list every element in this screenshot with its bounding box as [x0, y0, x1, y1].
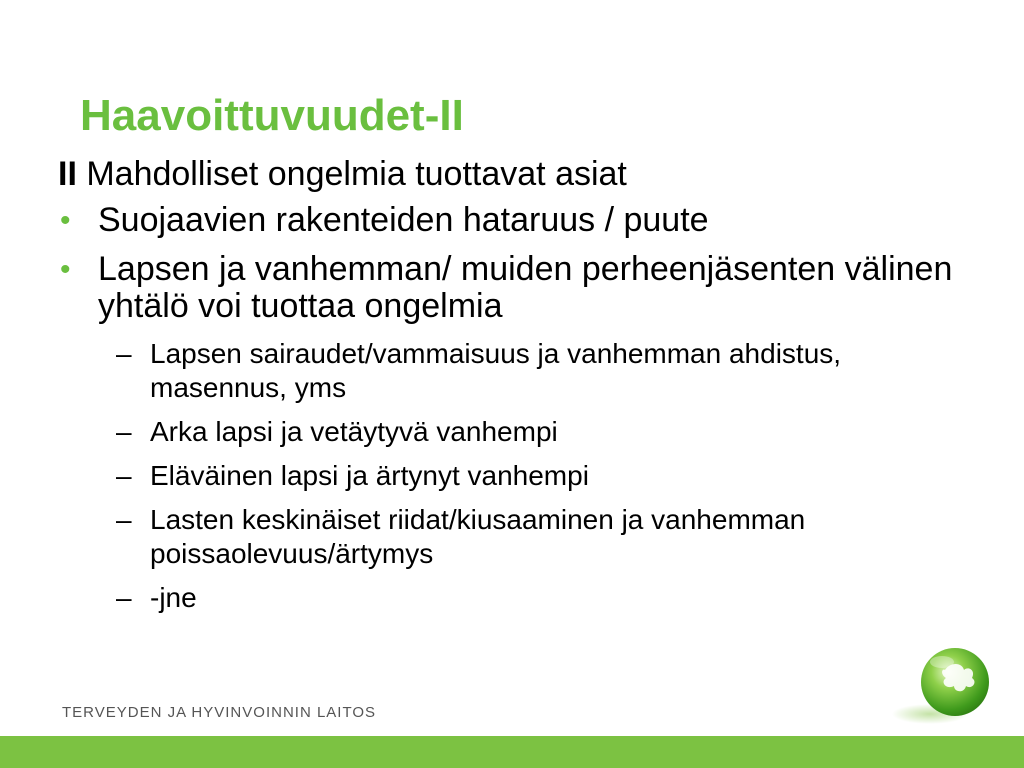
- sub-bullet-item: [58, 459, 978, 493]
- bullet-text: Suojaavien rakenteiden hataruus / puute: [98, 201, 709, 239]
- slide-content: [58, 152, 978, 625]
- intro-line: [58, 152, 978, 196]
- sub-bullet-marker: –: [116, 416, 132, 447]
- bullet-marker: •: [60, 253, 71, 286]
- sub-bullet-text: Arka lapsi ja vetäytyvä vanhempi: [150, 416, 558, 447]
- slide-title: Haavoittuvuudet-II: [80, 91, 464, 140]
- sub-bullet-text: Lasten keskinäiset riidat/kiusaaminen ja vanhemman poissaolevuus/ärtymys: [150, 504, 806, 569]
- sub-bullet-item: [58, 337, 978, 405]
- sub-bullet-marker: –: [116, 504, 132, 535]
- bottom-accent-bar: [0, 736, 1024, 768]
- sub-bullet-item: [58, 581, 978, 615]
- sub-bullet-marker: –: [116, 338, 132, 369]
- intro-text: Mahdolliset ongelmia tuottavat asiat: [76, 155, 627, 193]
- bullet-text: Lapsen ja vanhemman/ muiden perheenjäsenten välinen yhtälö voi tuottaa ongelmia: [98, 250, 953, 325]
- sub-bullet-item: [58, 415, 978, 449]
- sub-bullet-text: Lapsen sairaudet/vammaisuus ja vanhemman ahdistus, masennus, yms: [150, 338, 842, 403]
- bullet-item: [58, 251, 978, 325]
- sub-bullet-item: [58, 503, 978, 571]
- sub-bullet-marker: –: [116, 582, 132, 613]
- organization-footer: TERVEYDEN JA HYVINVOINNIN LAITOS: [62, 704, 377, 721]
- green-globe-icon: [890, 640, 1000, 730]
- intro-bold-label: II: [58, 155, 77, 193]
- bullet-item: [58, 202, 978, 239]
- bullet-marker: •: [60, 204, 71, 237]
- sub-bullet-marker: –: [116, 460, 132, 491]
- sub-bullet-text: -jne: [150, 582, 197, 613]
- sub-bullet-text: Eläväinen lapsi ja ärtynyt vanhempi: [150, 460, 589, 491]
